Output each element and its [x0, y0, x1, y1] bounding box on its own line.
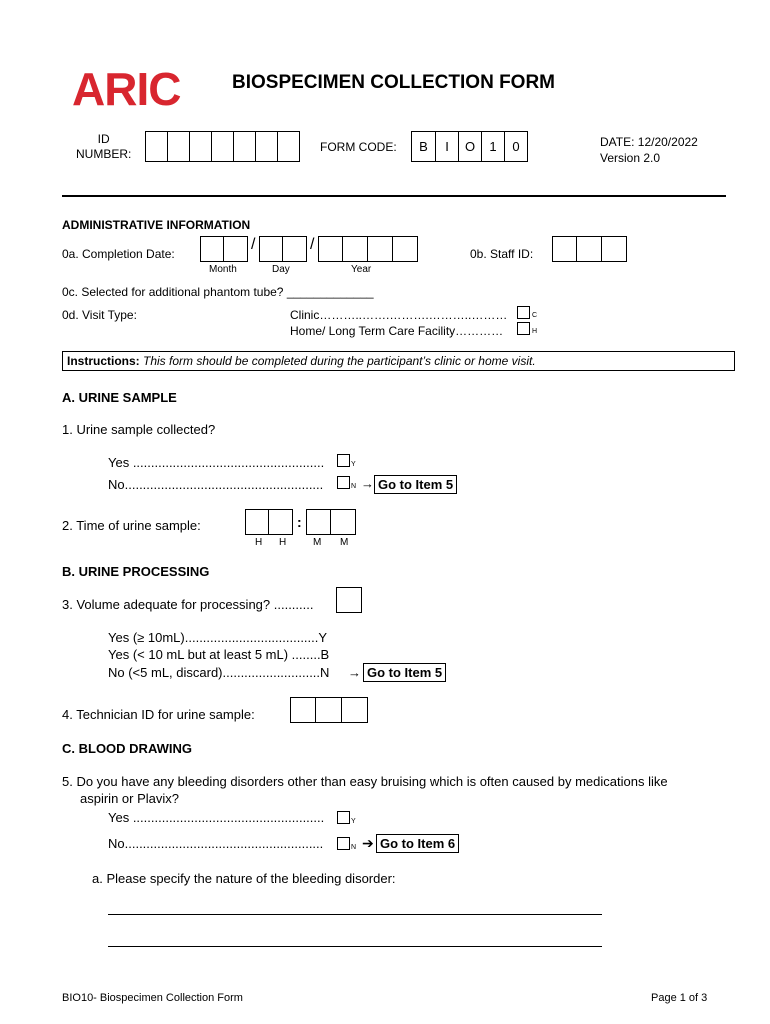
form-code-label: FORM CODE:	[320, 140, 397, 154]
q5-bleeding-question-line1: 5. Do you have any bleeding disorders other than easy bruising which is often caused by medications like	[62, 774, 668, 789]
home-option-label: Home/ Long Term Care Facility…………	[290, 324, 504, 338]
time-caption-h1: H	[255, 537, 263, 548]
q1-no-code: N	[351, 483, 357, 490]
year-boxes[interactable]	[318, 236, 418, 262]
section-b-heading: B. URINE PROCESSING	[62, 564, 210, 579]
aric-logo: ARIC	[72, 63, 181, 115]
arrow-icon: →	[361, 476, 374, 491]
form-code-box: I	[436, 131, 459, 162]
q3-volume-label: 3. Volume adequate for processing? ...........	[62, 597, 314, 612]
month-caption: Month	[209, 264, 237, 275]
time-colon: :	[297, 514, 302, 530]
q3-volume-box[interactable]	[336, 587, 362, 613]
day-box[interactable]	[259, 236, 283, 262]
q1-yes-label: Yes .....................................................	[108, 455, 325, 470]
staff-id-box[interactable]	[552, 236, 577, 262]
section-c-heading: C. BLOOD DRAWING	[62, 741, 192, 756]
instructions-text: This form should be completed during the participant’s clinic or home visit.	[143, 354, 536, 368]
go-to-item-5-label: Go to Item 5	[374, 475, 457, 494]
section-a-heading: A. URINE SAMPLE	[62, 390, 177, 405]
date-version	[600, 134, 698, 166]
instructions-label: Instructions:	[67, 354, 140, 368]
staff-id-label: 0b. Staff ID:	[470, 247, 534, 261]
clinic-code: C	[532, 312, 538, 319]
q5-bleeding-question-line2: aspirin or Plavix?	[80, 791, 179, 806]
header-divider	[62, 195, 726, 197]
year-box[interactable]	[343, 236, 368, 262]
q2-time-label: 2. Time of urine sample:	[62, 518, 201, 533]
completion-date-label: 0a. Completion Date:	[62, 247, 175, 261]
visit-type-label: 0d. Visit Type:	[62, 308, 137, 322]
q1-yes-checkbox[interactable]	[337, 454, 350, 467]
instructions-box	[62, 351, 735, 371]
form-title: BIOSPECIMEN COLLECTION FORM	[232, 72, 555, 93]
form-date: DATE: 12/20/2022	[600, 135, 698, 149]
q4-technician-label: 4. Technician ID for urine sample:	[62, 707, 255, 722]
q5a-specify-label: a. Please specify the nature of the bleeding disorder:	[92, 871, 396, 886]
q5-no-label: No.......................................................	[108, 836, 324, 851]
q1-yes-code: Y	[351, 461, 356, 468]
q5-no-checkbox[interactable]	[337, 837, 350, 850]
clinic-checkbox[interactable]	[517, 306, 530, 319]
home-code: H	[532, 328, 538, 335]
hour-boxes[interactable]	[245, 509, 293, 535]
date-slash: /	[310, 236, 315, 253]
month-box[interactable]	[224, 236, 248, 262]
minute-box[interactable]	[331, 509, 356, 535]
id-box[interactable]	[278, 131, 300, 162]
admin-heading: ADMINISTRATIVE INFORMATION	[62, 218, 251, 232]
q3-option-yes-5ml: Yes (< 10 mL but at least 5 mL) ........B	[108, 647, 330, 662]
year-box[interactable]	[368, 236, 393, 262]
year-caption: Year	[351, 264, 372, 275]
technician-id-box[interactable]	[316, 697, 342, 723]
day-boxes[interactable]	[259, 236, 307, 262]
form-version: Version 2.0	[600, 151, 661, 165]
staff-id-box[interactable]	[602, 236, 627, 262]
arrow-icon: ➔	[362, 835, 374, 851]
id-label: ID NUMBER:	[76, 132, 132, 161]
form-code-box: O	[459, 131, 482, 162]
date-slash: /	[251, 236, 256, 253]
staff-id-box[interactable]	[577, 236, 602, 262]
go-to-item-5-label: Go to Item 5	[363, 663, 446, 682]
technician-id-box[interactable]	[342, 697, 368, 723]
form-code-box: B	[411, 131, 436, 162]
year-box[interactable]	[393, 236, 418, 262]
id-box[interactable]	[168, 131, 190, 162]
answer-line-2[interactable]	[108, 946, 602, 947]
month-boxes[interactable]	[200, 236, 248, 262]
id-box[interactable]	[212, 131, 234, 162]
technician-id-boxes[interactable]	[290, 697, 368, 723]
q1-urine-collected: 1. Urine sample collected?	[62, 422, 216, 437]
form-code-box: 0	[505, 131, 528, 162]
footer-form-name: BIO10- Biospecimen Collection Form	[62, 992, 243, 1004]
home-checkbox[interactable]	[517, 322, 530, 335]
id-box[interactable]	[190, 131, 212, 162]
form-code-box: 1	[482, 131, 505, 162]
id-box[interactable]	[256, 131, 278, 162]
minute-boxes[interactable]	[306, 509, 356, 535]
q3-option-no: No (<5 mL, discard)...........................N	[108, 665, 330, 680]
footer-page-number: Page 1 of 3	[651, 992, 708, 1004]
arrow-icon: →	[348, 665, 361, 680]
id-number-boxes[interactable]	[145, 131, 300, 162]
day-box[interactable]	[283, 236, 307, 262]
time-caption-m1: M	[313, 537, 322, 548]
technician-id-box[interactable]	[290, 697, 316, 723]
clinic-option-label: Clinic………..…….……….………..………	[290, 308, 508, 322]
q5-yes-label: Yes .....................................................	[108, 810, 325, 825]
time-caption-h2: H	[279, 537, 287, 548]
hour-box[interactable]	[269, 509, 293, 535]
answer-line-1[interactable]	[108, 914, 602, 915]
id-box[interactable]	[234, 131, 256, 162]
q5-yes-code: Y	[351, 818, 356, 825]
q5-yes-checkbox[interactable]	[337, 811, 350, 824]
q5-no-code: N	[351, 844, 357, 851]
staff-id-boxes[interactable]	[552, 236, 627, 262]
q1-no-checkbox[interactable]	[337, 476, 350, 489]
day-caption: Day	[272, 264, 290, 275]
id-box[interactable]	[145, 131, 168, 162]
minute-box[interactable]	[306, 509, 331, 535]
month-box[interactable]	[200, 236, 224, 262]
form-code-boxes	[411, 131, 528, 162]
year-box[interactable]	[318, 236, 343, 262]
time-caption-m2: M	[340, 537, 349, 548]
hour-box[interactable]	[245, 509, 269, 535]
q3-option-yes-10ml: Yes (≥ 10mL).....................................Y	[108, 630, 328, 645]
phantom-tube-question: 0c. Selected for additional phantom tube? _____________	[62, 285, 374, 299]
q1-no-label: No.......................................................	[108, 477, 324, 492]
go-to-item-6-label: Go to Item 6	[376, 834, 459, 853]
